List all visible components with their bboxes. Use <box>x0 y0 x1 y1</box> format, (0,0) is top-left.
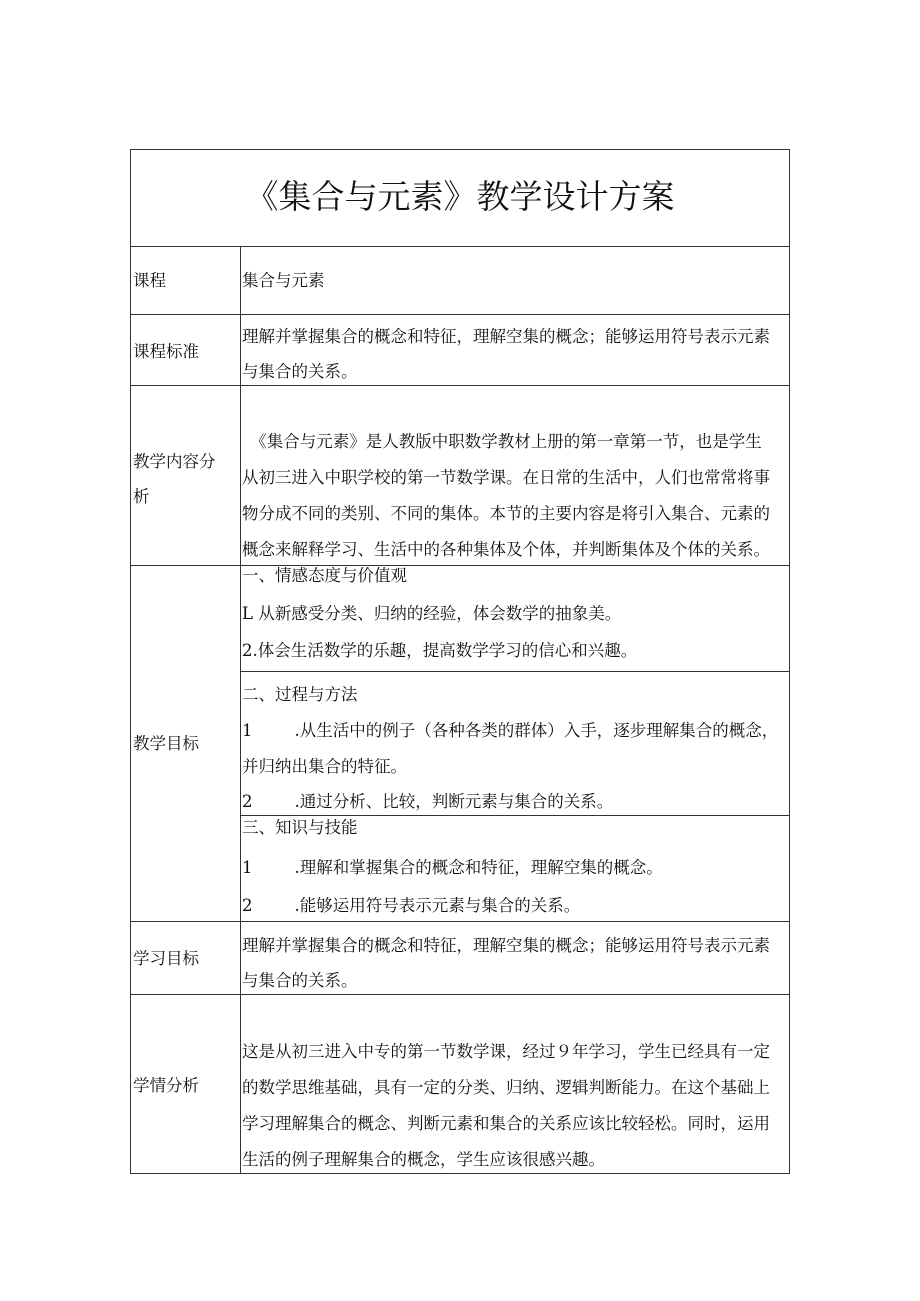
standard-line: 理解并掌握集合的概念和特征，理解空集的概念；能够运用符号表示元素 <box>242 327 770 346</box>
goals-label: 教学目标 <box>133 734 199 753</box>
situation-line: 这是从初三进入中专的第一节数学课，经过９年学习，学生已经具有一定 <box>242 1042 770 1061</box>
goal-heading: 二、过程与方法 <box>242 685 358 704</box>
learning-line: 与集合的关系。 <box>242 971 358 990</box>
content-line: 从初三进入中职学校的第一节数学课。在日常的生活中，人们也常常将事 <box>242 468 770 487</box>
goal-item: 2 .通过分析、比较，判断元素与集合的关系。 <box>242 792 614 811</box>
content-line: 物分成不同的类别、不同的集体。本节的主要内容是将引入集合、元素的 <box>242 504 770 523</box>
situation-line: 的数学思维基础，具有一定的分类、归纳、逻辑判断能力。在这个基础上 <box>242 1078 770 1097</box>
learning-line: 理解并掌握集合的概念和特征，理解空集的概念；能够运用符号表示元素 <box>242 936 770 955</box>
page-title: 《集合与元素》教学设计方案 <box>245 177 675 216</box>
subrow-divider <box>240 815 790 816</box>
goal-item: 2.体会生活数学的乐趣，提高数学学习的信心和兴趣。 <box>242 641 638 660</box>
situation-line: 学习理解集合的概念、判断元素和集合的关系应该比较轻松。同时，运用 <box>242 1114 770 1133</box>
content-line: 概念来解释学习、生活中的各种集体及个体，并判断集体及个体的关系。 <box>242 540 770 559</box>
goal-item: 2 .能够运用符号表示元素与集合的关系。 <box>242 896 581 915</box>
content-label: 析 <box>133 487 150 506</box>
content-label: 教学内容分 <box>133 452 216 471</box>
goal-item: 1 .理解和掌握集合的概念和特征，理解空集的概念。 <box>242 858 663 877</box>
row-divider <box>130 246 790 247</box>
goal-item: 1 .从生活中的例子（各种各类的群体）入手，逐步理解集合的概念， <box>242 721 779 740</box>
table-border <box>130 1173 790 1174</box>
goal-heading: 三、知识与技能 <box>242 818 358 837</box>
row-divider <box>130 314 790 315</box>
standard-line: 与集合的关系。 <box>242 362 358 381</box>
goal-heading: 一、情感态度与价值观 <box>242 566 407 585</box>
goal-item-continued: 并归纳出集合的特征。 <box>242 757 407 776</box>
content-line: 《集合与元素》是人教版中职数学教材上册的第一章第一节，也是学生 <box>242 432 762 451</box>
column-divider <box>240 246 241 1173</box>
situation-label: 学情分析 <box>133 1076 199 1095</box>
learning-label: 学习目标 <box>133 949 199 968</box>
table-border <box>130 149 131 1173</box>
row-divider <box>130 565 790 566</box>
situation-line: 生活的例子理解集合的概念，学生应该很感兴趣。 <box>242 1150 605 1169</box>
table-border <box>789 149 790 1173</box>
table-border <box>130 149 790 150</box>
subrow-divider <box>240 671 790 672</box>
row-divider <box>130 385 790 386</box>
course-value: 集合与元素 <box>242 271 325 290</box>
row-divider <box>130 994 790 995</box>
standard-label: 课程标准 <box>133 342 199 361</box>
row-divider <box>130 921 790 922</box>
course-label: 课程 <box>133 271 166 290</box>
goal-item: L 从新感受分类、归纳的经验，体会数学的抽象美。 <box>242 604 622 623</box>
